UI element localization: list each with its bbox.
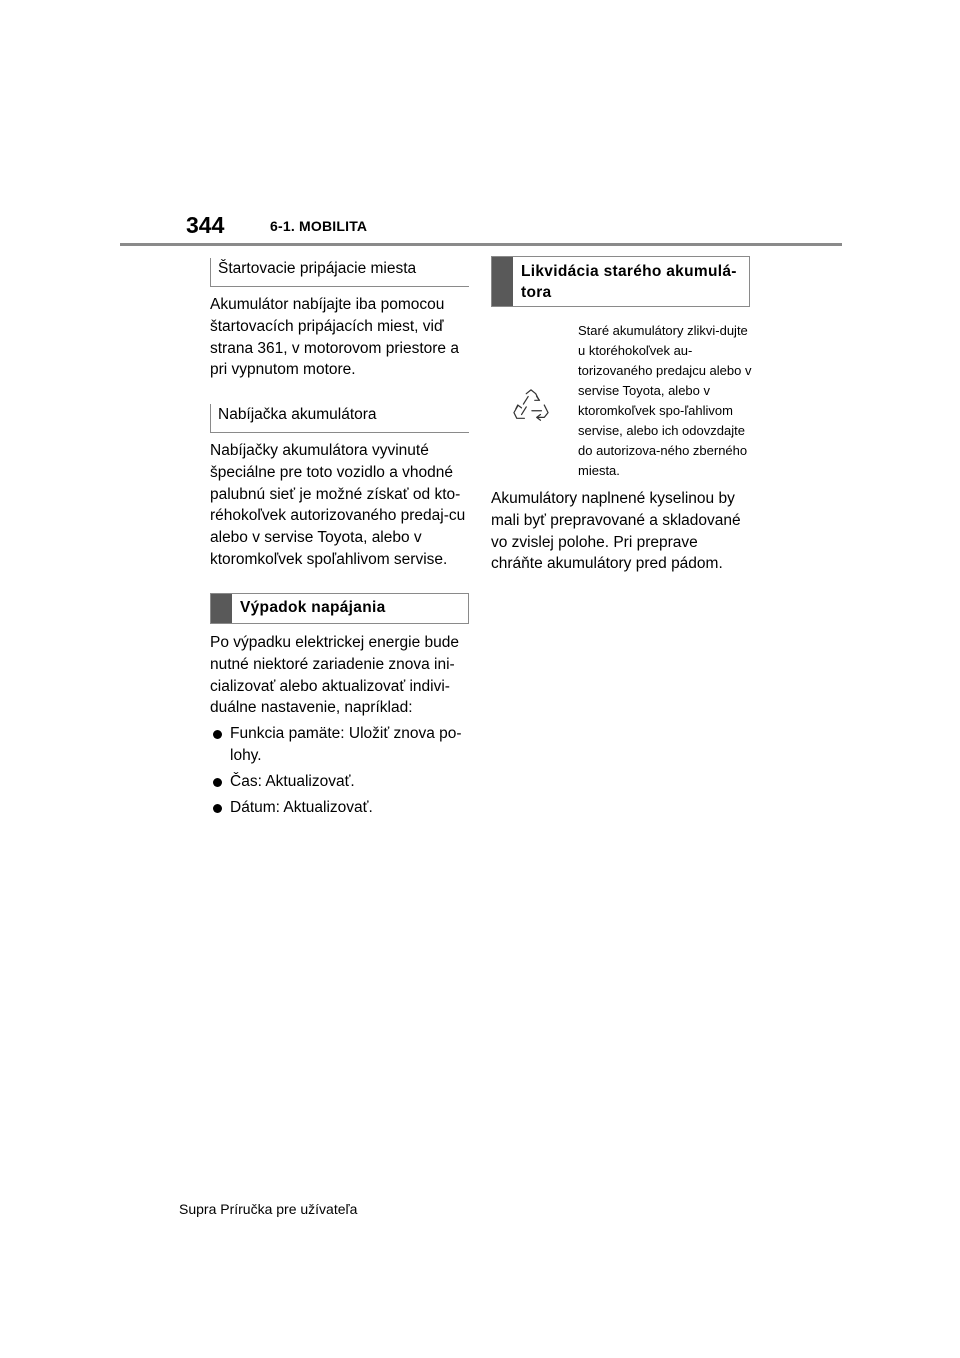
bullet-dot [213,778,222,787]
header-rule [120,243,842,246]
bullet-dot [213,730,222,739]
footer-manual-title: Supra Príručka pre užívateľa [179,1201,358,1217]
recycle-icon [512,388,550,424]
subheading-battery-charger: Nabíjačka akumulátora [210,404,469,433]
subheading-starting-points: Štartovacie pripájacie miesta [210,258,469,287]
page-number: 344 [186,212,225,238]
paragraph-battery-charger: Nabíjačky akumulátora vyvinuté špeciálne pre toto vozidlo a vhodné palubnú sieť je možné získať od kto-réhokoľvek autorizovaného predaj-cu alebo v servise Toyota, alebo v ktoromkoľvek spoľahlivom servise. [210,442,466,568]
list-item-text: Funkcia pamäte: Uložiť znova po-lohy. [230,725,462,764]
heading-battery-disposal [491,256,750,307]
heading-power-failure [210,593,469,624]
paragraph-power-failure: Po výpadku elektrickej energie bude nutné niektoré zariadenie znova ini-cializovať alebo aktualizovať indivi-duálne nastavenie, napríklad: [210,634,460,717]
paragraph-battery-transport: Akumulátory naplnené kyselinou by mali byť prepravované a skladované vo zvislej polohe. Pri preprave chráňte akumulátory pred pádom. [491,490,741,573]
paragraph-charging-points: Akumulátor nabíjajte iba pomocou štartovacích pripájacích miest, viď strana 361, v motorovom priestore a pri vypnutom motore. [210,296,459,379]
section-title: 6-1. MOBILITA [270,218,368,234]
list-item-text: Dátum: Aktualizovať. [230,799,373,816]
list-item [210,723,472,767]
heading-power-failure-text: Výpadok napájania [240,599,386,616]
list-item [210,771,472,793]
list-item [210,797,472,819]
list-item-text: Čas: Aktualizovať. [230,773,355,790]
heading-battery-disposal-text: Likvidácia starého akumulá-tora [521,263,737,301]
bullet-dot [213,804,222,813]
disposal-note: Staré akumulátory zlikvi-dujte u ktoréhokoľvek au-torizovaného predajcu alebo v servise Toyota, alebo v ktoromkoľvek spo-ľahlivom servise, alebo ich odovzdajte do autorizova-ného zberného miesta. [578,323,752,478]
heading-bar [492,257,513,306]
heading-bar [211,594,232,623]
